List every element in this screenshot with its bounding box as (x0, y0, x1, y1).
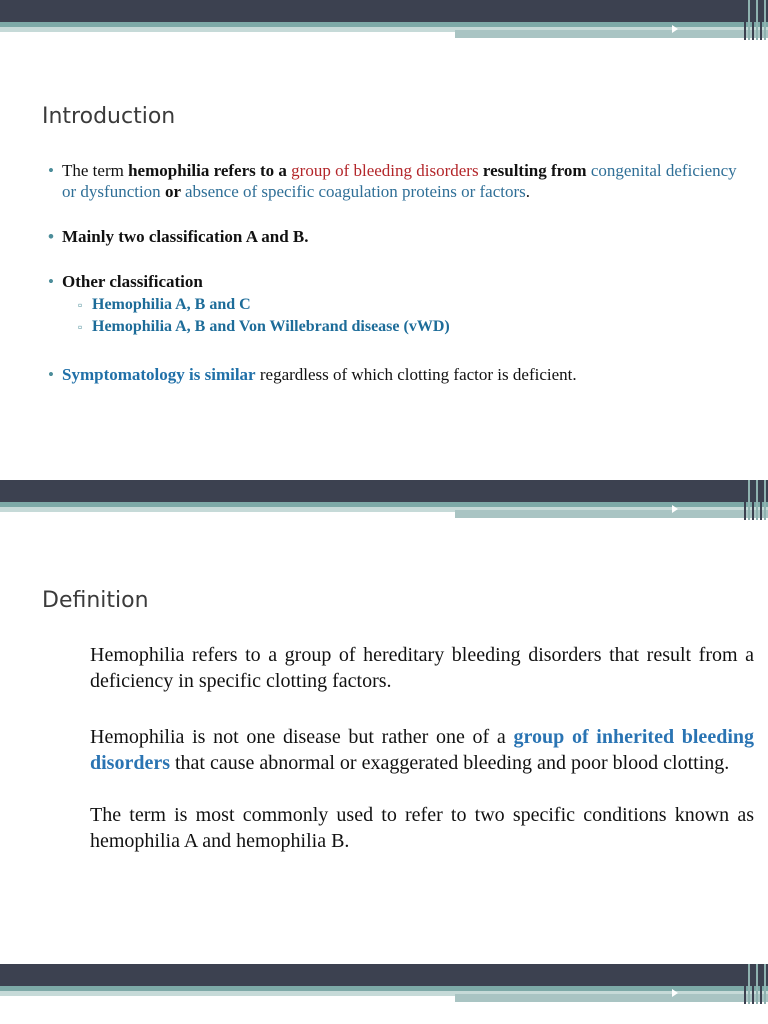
triangle-marker-icon (672, 989, 678, 997)
sub-bullet-item: ▫ Hemophilia A, B and Von Willebrand disease (vWD) (78, 316, 738, 338)
slide-header-band (0, 964, 768, 1004)
sub-bullet-item: ▫ Hemophilia A, B and C (78, 294, 738, 316)
bullet-list (48, 160, 738, 385)
bullet-item: • The term hemophilia refers to a group of bleeding disorders resulting from congenital deficiency or dysfunction or absence of specific coagulation proteins or factors. (48, 161, 737, 201)
header-stripes-decoration (744, 480, 768, 520)
triangle-marker-icon (672, 505, 678, 513)
slide-introduction (0, 0, 768, 480)
slide-next-partial (0, 964, 768, 1024)
square-bullet-icon: ▫ (78, 320, 83, 334)
slide-header-band (0, 480, 768, 520)
header-stripes-decoration (744, 964, 768, 1004)
bullet-dot-icon: • (48, 227, 54, 246)
bullet-dot-icon: • (48, 272, 54, 291)
slide-header-band (0, 0, 768, 40)
bullet-item: • Mainly two classification A and B. (48, 227, 309, 246)
definition-paragraph: The term is most commonly used to refer to two specific conditions known as hemophilia A and hemophilia B. (90, 804, 754, 852)
definition-paragraph: Hemophilia refers to a group of hereditary bleeding disorders that result from a deficiency in specific clotting factors. (90, 644, 754, 692)
definition-paragraph: Hemophilia is not one disease but rather one of a group of inherited bleeding disorders that cause abnormal or exaggerated bleeding and poor blood clotting. (90, 726, 754, 774)
slide-title: Introduction (42, 104, 176, 129)
header-stripes-decoration (744, 0, 768, 40)
slide-title: Definition (42, 588, 149, 613)
square-bullet-icon: ▫ (78, 298, 83, 312)
slide-definition (0, 480, 768, 964)
sub-bullet-list (62, 294, 738, 338)
bullet-item: • Other classification ▫ Hemophilia A, B and C ▫ Hemophilia A, B and Von Willebrand disease (vWD) (48, 271, 738, 338)
bullet-dot-icon: • (48, 365, 54, 384)
triangle-marker-icon (672, 25, 678, 33)
bullet-item: • Symptomatology is similar regardless of which clotting factor is deficient. (48, 365, 577, 384)
bullet-dot-icon: • (48, 161, 54, 180)
